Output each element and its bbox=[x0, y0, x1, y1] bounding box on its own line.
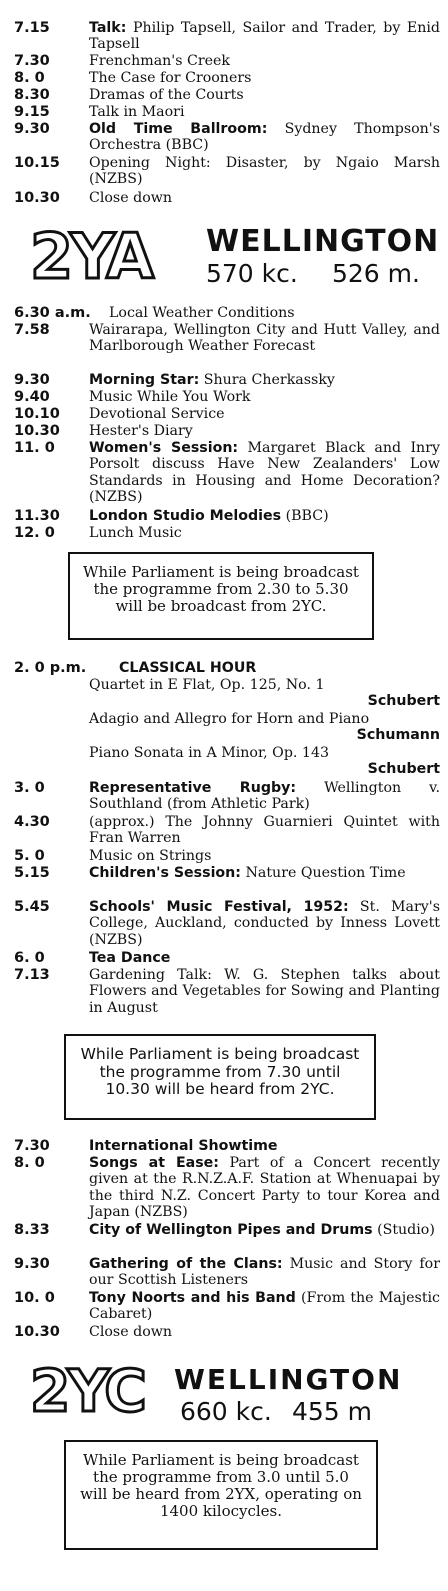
classical-work: Adagio and Allegro for Horn and Piano Schumann bbox=[89, 711, 440, 744]
schedule-item: 8. 0 The Case for Crooners bbox=[14, 70, 252, 86]
schedule-item: 12. 0 Lunch Music bbox=[14, 525, 182, 541]
parliament-notice: While Parliament is being broadcast the programme from 7.30 until 10.30 will be heard from 2YC. bbox=[64, 1034, 376, 1120]
schedule-item: 10.15 Opening Night: Disaster, by Ngaio Marsh (NZBS) bbox=[14, 155, 440, 188]
schedule-item: 6. 0 Tea Dance bbox=[14, 950, 171, 966]
item-title: Talk: bbox=[89, 20, 127, 36]
schedule-item: 9.30 Morning Star: Shura Cherkassky bbox=[14, 372, 335, 388]
schedule-item: 9.40 Music While You Work bbox=[14, 389, 251, 405]
schedule-item: 4.30 (approx.) The Johnny Guarnieri Quintet with Fran Warren bbox=[14, 814, 440, 847]
schedule-item: 6.30 a.m. Local Weather Conditions bbox=[14, 305, 295, 321]
time-label: 7.15 bbox=[14, 20, 50, 36]
station-callsign: 2YC bbox=[30, 1357, 144, 1425]
schedule-item: 9.30 Old Time Ballroom: Sydney Thompson's Orchestra (BBC) bbox=[14, 121, 440, 154]
classical-work: Quartet in E Flat, Op. 125, No. 1 Schubert bbox=[89, 677, 440, 710]
schedule-item: 10.10 Devotional Service bbox=[14, 406, 225, 422]
schedule-item: 3. 0 Representative Rugby: Wellington v. Southland (from Athletic Park) bbox=[14, 780, 441, 813]
schedule-item: 11. 0 Women's Session: Margaret Black and Inry Porsolt discuss Have New Zealanders' Low Standards in Housing and Home Decoration? (NZBS) bbox=[14, 440, 440, 505]
schedule-item: 5.45 Schools' Music Festival, 1952: St. Mary's College, Auckland, conducted by Inness Lovett (NZBS) bbox=[14, 899, 440, 948]
parliament-notice: While Parliament is being broadcast the programme from 3.0 until 5.0 will be heard from 2YX, operating on 1400 kilocycles. bbox=[64, 1440, 378, 1550]
schedule-item bbox=[14, 20, 440, 53]
schedule-item: 5.15 Children's Session: Nature Question Time bbox=[14, 865, 406, 881]
schedule-item: 5. 0 Music on Strings bbox=[14, 848, 212, 864]
station-callsign: 2YA bbox=[30, 220, 152, 293]
station-city: WELLINGTON bbox=[206, 224, 440, 259]
station-banner-2ya bbox=[14, 220, 440, 293]
station-city: WELLINGTON bbox=[174, 1363, 403, 1396]
station-banner-2yc bbox=[14, 1358, 434, 1424]
item-title: CLASSICAL HOUR bbox=[119, 660, 257, 676]
schedule-item: 11.30 London Studio Melodies (BBC) bbox=[14, 508, 329, 524]
schedule-item: 7.30 Frenchman's Creek bbox=[14, 53, 231, 69]
parliament-notice: While Parliament is being broadcast the programme from 2.30 to 5.30 will be broadcast from 2YC. bbox=[68, 552, 374, 640]
schedule-item: 8. 0 Songs at Ease: Part of a Concert recently given at the R.N.Z.A.F. Station at Whenuapai by the third N.Z. Concert Party to tour Korea and Japan (NZBS) bbox=[14, 1155, 441, 1220]
schedule-item: 10.30 Close down bbox=[14, 190, 173, 206]
station-wavelength: 526 m. bbox=[332, 259, 420, 288]
station-frequency: 660 kc. bbox=[180, 1397, 272, 1426]
schedule-item: 7.30 International Showtime bbox=[14, 1138, 278, 1154]
schedule-item: 9.15 Talk in Maori bbox=[14, 104, 185, 120]
schedule-item: 7.13 Gardening Talk: W. G. Stephen talks about Flowers and Vegetables for Sowing and Planting in August bbox=[14, 967, 440, 1016]
classical-work: Piano Sonata in A Minor, Op. 143 Schubert bbox=[89, 745, 440, 778]
station-frequency: 570 kc. bbox=[206, 259, 298, 288]
schedule-item: 10.30 Close down bbox=[14, 1324, 173, 1340]
schedule-item: 2. 0 p.m. CLASSICAL HOUR bbox=[14, 660, 257, 676]
schedule-item: 9.30 Gathering of the Clans: Music and Story for our Scottish Listeners bbox=[14, 1256, 440, 1289]
schedule-item: 8.33 City of Wellington Pipes and Drums (Studio) bbox=[14, 1222, 435, 1238]
schedule-item: 10.30 Hester's Diary bbox=[14, 423, 193, 439]
schedule-item: 7.58 Wairarapa, Wellington City and Hutt Valley, and Marlborough Weather Forecast bbox=[14, 322, 440, 355]
station-wavelength: 455 m bbox=[292, 1397, 373, 1426]
schedule-item: 10. 0 Tony Noorts and his Band (From the Majestic Cabaret) bbox=[14, 1290, 440, 1323]
schedule-item: 8.30 Dramas of the Courts bbox=[14, 87, 244, 103]
item-text: Philip Tapsell, Sailor and Trader, by Enid Tapsell bbox=[89, 20, 440, 53]
